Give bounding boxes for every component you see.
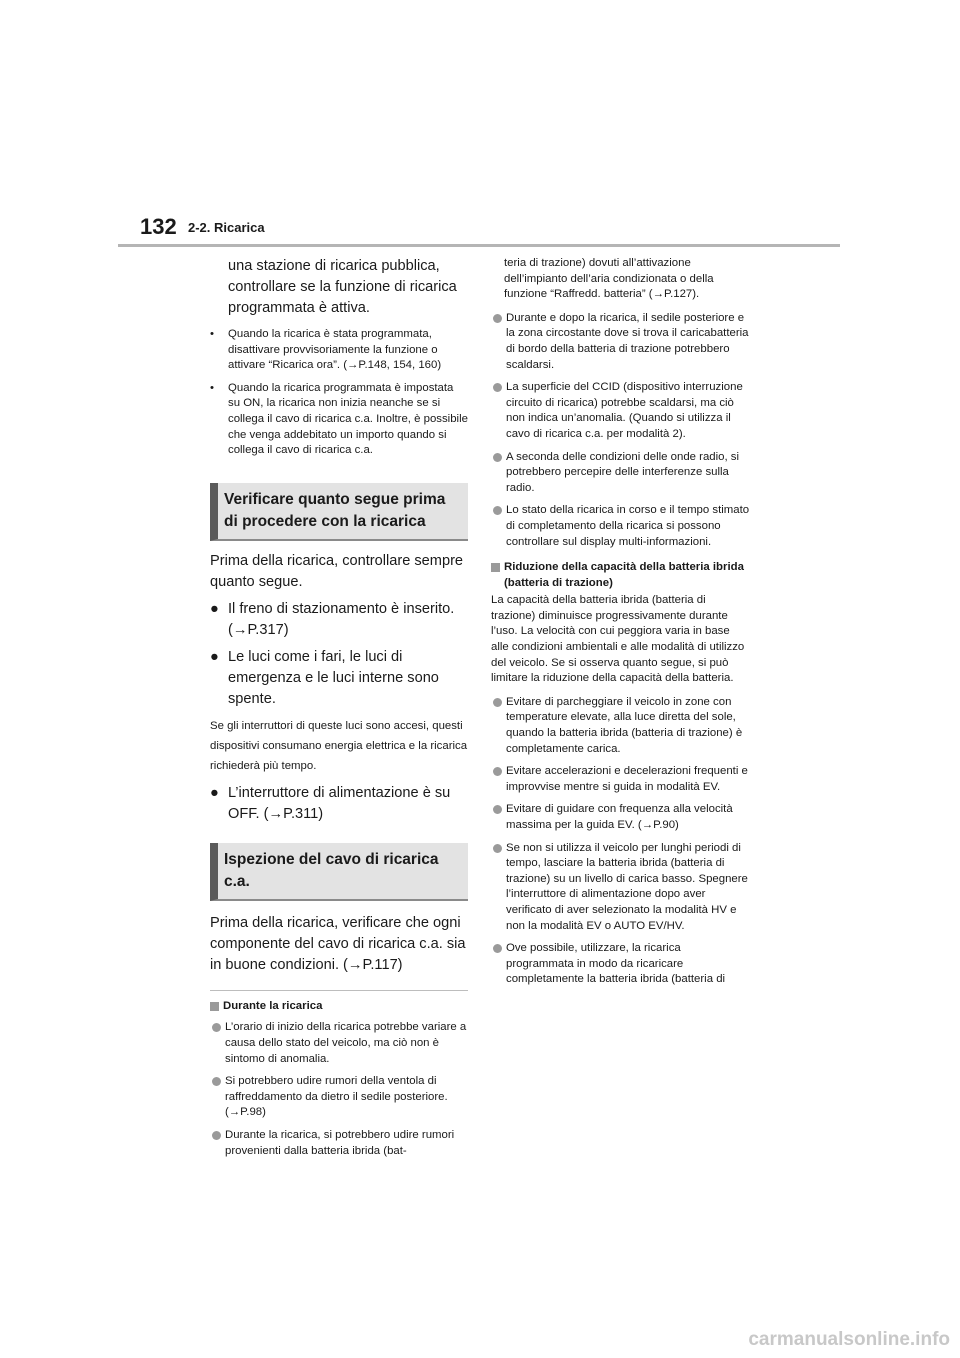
dot-bullet-icon: •: [210, 381, 214, 394]
divider: [210, 990, 468, 991]
circle-bullet-icon: [210, 1129, 223, 1142]
circle-list-item: [491, 695, 750, 757]
circle-list-item: [210, 1128, 468, 1159]
circle-item-text: Si potrebbero udire rumori della ventola di raffreddamento da dietro il sedile posteriore. (→P.98): [225, 1075, 448, 1119]
check-item: [210, 599, 468, 641]
check-item-text: Le luci come i fari, le luci di emergenza e le luci interne sono spente.: [228, 648, 439, 707]
circle-bullet-icon: [210, 1075, 223, 1088]
dot-item-text: Quando la ricarica programmata è impostata su ON, la ricarica non inizia neanche se si collega il cavo di ricarica c.a. Inoltre, è possibile che venga addebitato un importo quando si collega il cavo di ricarica c.a.: [228, 381, 468, 457]
dot-bullet-icon: •: [210, 328, 214, 340]
square-bullet-icon: [210, 999, 223, 1015]
circle-list-item: [491, 802, 750, 833]
filled-circle-bullet-icon: ●: [210, 600, 219, 617]
page-number: 132: [140, 214, 177, 239]
circle-item-text: L’orario di inizio della ricarica potrebbe variare a causa dello stato del veicolo, ma ciò non è sintomo di anomalia.: [225, 1021, 467, 1065]
circle-list-item: [491, 841, 750, 935]
circle-item-text: Ove possibile, utilizzare, la ricarica programmata in modo da ricaricare completamente la batteria ibrida (batteria di: [506, 942, 726, 986]
intro-line: programmata è attiva.: [228, 300, 370, 316]
circle-item-text: Evitare di guidare con frequenza alla velocità massima per la guida EV. (→P.90): [506, 803, 733, 831]
right-column: [491, 256, 750, 995]
check-item: [210, 647, 468, 710]
section-heading-box: [210, 483, 468, 541]
check-item: [210, 783, 468, 825]
watermark: carmanualsonline.info: [748, 1329, 950, 1350]
section-heading-box: [210, 843, 468, 901]
intro-line: controllare se la funzione di ricarica: [228, 279, 457, 295]
section-heading: Verificare quanto segue prima di procedere con la ricarica: [224, 490, 446, 530]
circle-list-item: [491, 450, 750, 497]
circle-bullet-icon: [491, 504, 504, 517]
circle-bullet-icon: [210, 1021, 223, 1034]
circle-item-text: Durante e dopo la ricarica, il sedile posteriore e la zona circostante dove si trova il caricabatteria di bordo della batteria di trazione potrebbero scaldarsi.: [506, 311, 749, 371]
circle-item-text: Se non si utilizza il veicolo per lunghi periodi di tempo, lasciare la batteria ibrida (batteria di trazione) su un livello di carica basso. Spegnere l’interruttore di alimentazione dopo aver verificato di aver selezionato la modalità HV e non la modalità EV o AUTO EV/HV.: [506, 841, 748, 932]
sub-heading-text: Durante la ricarica: [223, 999, 323, 1012]
filled-circle-bullet-icon: ●: [210, 648, 219, 665]
check-item-text: Il freno di stazionamento è inserito. (→P.317): [228, 600, 455, 638]
body-paragraph: La capacità della batteria ibrida (batteria di trazione) diminuisce progressivamente durante l’uso. La velocità con cui peggiora varia in base alle condizioni ambientali e alle modalità di utilizzo del veicolo. Se si osserva quanto segue, si può limitare la riduzione della capacità della batteria.: [491, 594, 745, 685]
sub-heading: [210, 999, 468, 1015]
circle-list-item: [491, 764, 750, 795]
circle-bullet-icon: [491, 381, 504, 394]
circle-bullet-icon: [491, 842, 504, 855]
square-bullet-icon: [491, 560, 504, 591]
header-rule: [118, 244, 840, 247]
continued-text: teria di trazione) dovuti all’attivazione dell’impianto dell’aria condizionata o della funzione “Raffredd. batteria” (→P.127).: [504, 257, 714, 301]
body-paragraph: Prima della ricarica, verificare che ogni componente del cavo di ricarica c.a. sia in buone condizioni. (→P.117): [210, 914, 466, 973]
circle-item-text: La superficie del CCID (dispositivo interruzione circuito di ricarica) potrebbe scaldarsi, ma ciò non indica un’anomalia. (Quando si utilizza il cavo di ricarica c.a. per modalità 2).: [506, 381, 743, 440]
circle-item-text: Lo stato della ricarica in corso e il tempo stimato di completamento della ricarica si possono controllare sul display multi-informazioni.: [506, 504, 750, 548]
circle-item-text: Evitare di parcheggiare il veicolo in zone con temperature elevate, alla luce diretta del sole, quando la batteria ibrida (batteria di trazione) è completamente carica.: [506, 695, 743, 755]
intro-line: una stazione di ricarica pubblica,: [228, 258, 440, 274]
section-label: 2-2. Ricarica: [188, 220, 265, 235]
circle-bullet-icon: [491, 696, 504, 709]
dot-item-text: Quando la ricarica è stata programmata, disattivare provvisoriamente la funzione o attivare “Ricarica ora”. (→P.148, 154, 160): [228, 328, 442, 372]
body-paragraph: Prima della ricarica, controllare sempre quanto segue.: [210, 552, 464, 590]
circle-bullet-icon: [491, 803, 504, 816]
circle-bullet-icon: [491, 765, 504, 778]
section-heading: Ispezione del cavo di ricarica c.a.: [224, 850, 439, 890]
circle-list-item: [210, 1074, 468, 1121]
sub-heading: [491, 560, 750, 591]
circle-list-item: [491, 380, 750, 442]
circle-list-item: [210, 1020, 468, 1067]
sub-heading-text: Riduzione della capacità della batteria ibrida (batteria di trazione): [504, 561, 744, 589]
check-item-text: L’interruttore di alimentazione è su OFF. (→P.311): [228, 784, 451, 822]
circle-item-text: Durante la ricarica, si potrebbero udire rumori provenienti dalla batteria ibrida (bat-: [225, 1128, 455, 1157]
circle-list-item: [491, 941, 750, 988]
dot-list-item: [210, 381, 468, 459]
circle-item-text: Evitare accelerazioni e decelerazioni frequenti e improvvise mentre si guida in modalità EV.: [506, 765, 748, 793]
filled-circle-bullet-icon: ●: [210, 784, 219, 801]
circle-bullet-icon: [491, 942, 504, 955]
circle-bullet-icon: [491, 312, 504, 325]
circle-bullet-icon: [491, 451, 504, 464]
circle-item-text: A seconda delle condizioni delle onde radio, si potrebbero percepire delle interferenze sulla radio.: [506, 450, 740, 494]
left-column: [210, 256, 468, 1166]
note-paragraph: Se gli interruttori di queste luci sono accesi, questi dispositivi consumano energia elettrica e la ricarica richiederà più tempo.: [210, 719, 468, 772]
circle-list-item: [491, 503, 750, 550]
circle-list-item: [491, 311, 750, 373]
dot-list-item: [210, 327, 468, 374]
